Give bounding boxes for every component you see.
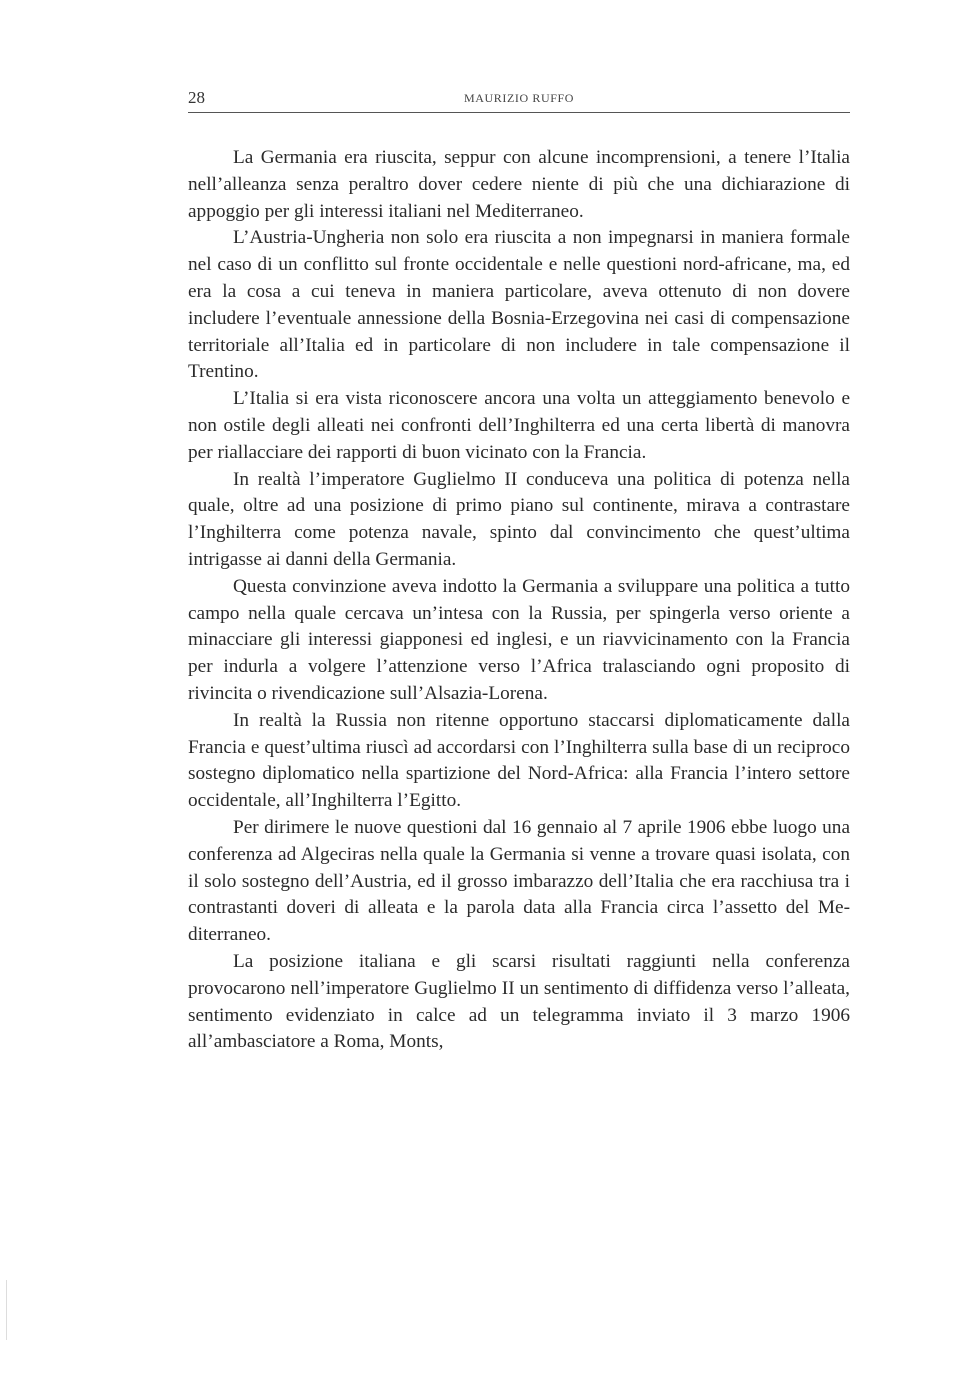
scan-edge-mark [6, 1280, 7, 1340]
paragraph: L’Italia si era vista riconoscere ancora una volta un atteggiamento benevolo e non ostile degli alleati nei confronti dell’Inghilterra ed una certa libertà di manovra per riallacciare dei rapporti di buon vicinato con la Francia. [188, 388, 850, 463]
running-head: MAURIZIO RUFFO [463, 91, 575, 105]
paragraph: La posizione italiana e gli scarsi risultati raggiunti nella conferenza provocarono nell’imperatore Guglielmo II un sentimento di diffidenza verso l’alleata, sentimento evidenziato in calce ad un telegramma inviato il 3 marzo 1906 all’ambasciatore a Roma, Monts, [188, 950, 850, 1053]
paragraph: L’Austria-Ungheria non solo era riuscita a non impegnarsi in maniera formale nel caso di un conflitto sul fronte occidentale e nelle questioni nord-africane, ma, ed era la cosa a cui teneva in maniera particolare, aveva ottenuto di non dovere includere l’eventuale annessione della Bosnia-Erzegovina nei casi di compensazione territoriale all’Italia ed in particolare di non includere in tale compensazione il Trentino. [188, 227, 850, 383]
page-header [188, 88, 850, 113]
paragraph: Questa convinzione aveva indotto la Germania a sviluppare una politica a tutto campo nella quale cercava un’intesa con la Russia, per spingerla verso oriente a minacciare gli interessi giapponesi ed inglesi, e un riavvicinamento con la Francia per indurla a volgere l’attenzione verso l’Africa tralasciando ogni proposito di rivincita o rivendicazione sull’Alsazia-Lorena. [188, 575, 850, 704]
paragraph: Per dirimere le nuove questioni dal 16 gennaio al 7 aprile 1906 ebbe luogo una conferenza ad Algeciras nella quale la Germania si venne a trovare quasi isolata, con il solo sostegno dell’Austria, ed il grosso imbarazzo dell’Italia che era racchiusa tra i contrastanti doveri di alleata e la parola data alla Francia circa l’assetto del Mediterraneo. [188, 816, 850, 946]
paragraph: La Germania era riuscita, seppur con alcune incomprensioni, a tenere l’Italia nell’alleanza senza peraltro dover cedere niente di più che una dichiarazione di appoggio per gli interessi italiani nel Mediterraneo. [188, 147, 850, 222]
paragraph: In realtà l’imperatore Guglielmo II conduceva una politica di potenza nella quale, oltre ad una posizione di primo piano sul continente, mirava a contrastare l’Inghilterra come potenza navale, spinto dal convincimento che quest’ultima intrigasse ai danni della Germania. [188, 468, 850, 570]
body-text [188, 145, 850, 1056]
page-number: 28 [188, 88, 205, 107]
paragraph: In realtà la Russia non ritenne opportuno staccarsi diplomaticamente dalla Francia e quest’ultima riuscì ad accordarsi con l’Inghilterra sulla base di un reciproco sostegno diplomatico nella spartizione del Nord-Africa: alla Francia l’intero settore occidentale, all’Inghilterra l’Egitto. [188, 709, 850, 812]
